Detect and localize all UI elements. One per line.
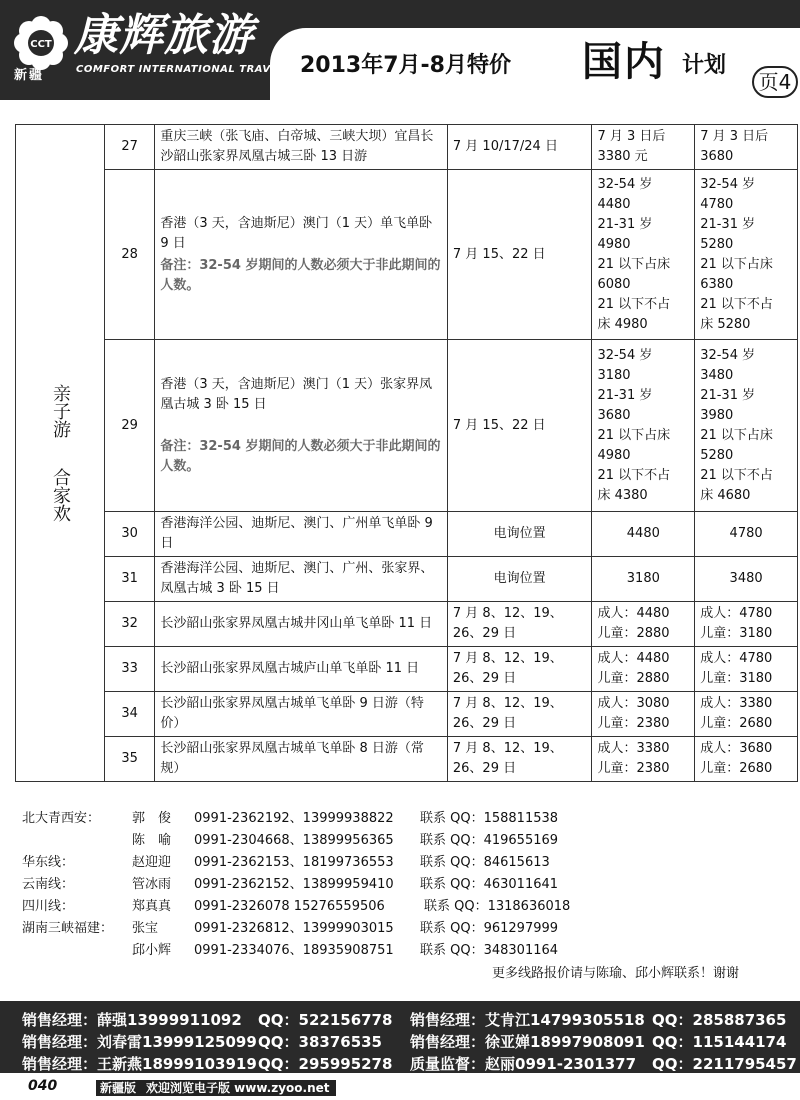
contact-qq: 联系 QQ：158811538 [420, 811, 559, 826]
price-line: 3980 [700, 407, 734, 423]
manager-entry: 销售经理：艾肯江14799305518 [410, 1011, 645, 1029]
row-number: 33 [105, 647, 155, 692]
contact-line: 北大青西安： [22, 811, 101, 826]
contact-line: 华东线： [22, 855, 75, 870]
route-cell: 长沙韶山张家界凤凰古城单飞单卧 8 日游（常规） [155, 737, 448, 782]
more-routes-note: 更多线路报价请与陈瑜、邱小辉联系！谢谢 [492, 966, 740, 981]
contact-row [22, 808, 782, 830]
price-line: 21-31 岁 [700, 216, 756, 232]
date-cell: 7 月 8、12、19、26、29 日 [447, 647, 592, 692]
manager-row [0, 1009, 800, 1031]
date-cell: 7 月 15、22 日 [447, 340, 592, 512]
price-line: 4980 [597, 236, 631, 252]
price-cell [695, 602, 798, 647]
route-cell: 香港海洋公园、迪斯尼、澳门、广州、张家界、凤凰古城 3 卧 15 日 [155, 557, 448, 602]
contact-row [22, 874, 782, 896]
row-number: 35 [105, 737, 155, 782]
manager-row [0, 1031, 800, 1053]
contact-phone: 0991-2362152、13899959410 [194, 877, 394, 892]
contact-name: 管冰雨 [132, 877, 172, 892]
contact-qq: 联系 QQ：84615613 [420, 855, 550, 870]
price-line: 21 以下不占 [597, 296, 671, 312]
route-cell: 长沙韶山张家界凤凰古城单飞单卧 9 日游（特价） [155, 692, 448, 737]
managers-band [0, 1001, 800, 1073]
price-line: 5280 [700, 447, 734, 463]
date-cell: 电询位置 [447, 512, 592, 557]
contact-qq: 联系 QQ：348301164 [420, 943, 559, 958]
manager-entry: 销售经理：王新燕18999103919 [22, 1055, 257, 1073]
contact-line: 云南线： [22, 877, 75, 892]
contact-line: 湖南三峡福建： [22, 921, 114, 936]
price-cell [592, 647, 695, 692]
page-footer [0, 1076, 800, 1100]
price-line: 5280 [700, 236, 734, 252]
manager-entry: 质量监督：赵丽0991-2301377 [410, 1055, 637, 1073]
contact-name: 郑真真 [132, 899, 172, 914]
contact-qq: 联系 QQ：1318636018 [424, 899, 571, 914]
row-number: 29 [105, 340, 155, 512]
logo-english-name: COMFORT INTERNATIONAL TRAVEL [76, 64, 285, 75]
price-line: 成人：4480 [597, 606, 670, 621]
price-line: 儿童：2380 [597, 716, 670, 731]
header-domestic: 国内 [582, 39, 666, 85]
price-line: 21 以下不占 [700, 467, 773, 483]
website-link[interactable]: 欢迎浏览电子版 www.zyoo.net [140, 1080, 336, 1096]
price-line: 成人：3080 [597, 696, 670, 711]
route-text: 香港（3 天，含迪斯尼）澳门（1 天）张家界凤凰古城 3 卧 15 日 [160, 376, 433, 412]
route-note: 备注：32-54 岁期间的人数必须大于非此期间的人数。 [160, 257, 441, 293]
price-line: 32-54 岁 [597, 176, 653, 192]
manager-qq: QQ：2211795457 [652, 1055, 797, 1073]
price-cell [592, 602, 695, 647]
table-row [16, 692, 798, 737]
contact-name: 赵迎迎 [132, 855, 172, 870]
header-dates: 2013年7月-8月特价 [300, 53, 511, 78]
category-cell [16, 125, 105, 782]
price-line: 21 以下占床 [700, 427, 773, 443]
route-text: 香港（3 天，含迪斯尼）澳门（1 天）单飞单卧 9 日 [160, 215, 433, 251]
contact-phone: 0991-2362192、13999938822 [194, 811, 394, 826]
header-plan: 计划 [682, 53, 727, 78]
price-line: 3680 [597, 407, 631, 423]
table-row [16, 170, 798, 340]
contact-name: 陈 喻 [132, 833, 172, 848]
manager-qq: QQ：285887365 [652, 1011, 787, 1029]
contact-phone: 0991-2326812、13999903015 [194, 921, 394, 936]
price-cell: 3180 [592, 557, 695, 602]
row-number: 30 [105, 512, 155, 557]
route-cell: 长沙韶山张家界凤凰古城庐山单飞单卧 11 日 [155, 647, 448, 692]
date-cell: 7 月 8、12、19、26、29 日 [447, 602, 592, 647]
price-line: 32-54 岁 [700, 176, 756, 192]
logo-badge-text: CCT [30, 39, 52, 50]
price-line: 4480 [597, 196, 631, 212]
table-row [16, 340, 798, 512]
price-line: 成人：3680 [700, 741, 773, 756]
price-line: 儿童：2880 [597, 626, 670, 641]
price-line: 床 4380 [597, 487, 648, 503]
manager-qq: QQ：522156778 [258, 1011, 393, 1029]
contact-list [22, 808, 782, 962]
price-line: 床 5280 [700, 316, 751, 332]
price-line: 成人：4780 [700, 651, 773, 666]
route-cell: 重庆三峡（张飞庙、白帝城、三峡大坝）宜昌长沙韶山张家界凤凰古城三卧 13 日游 [155, 125, 448, 170]
date-cell: 电询位置 [447, 557, 592, 602]
contact-row [22, 918, 782, 940]
category-label: 亲子游 [50, 384, 71, 438]
price-line: 儿童：2680 [700, 761, 773, 776]
manager-entry: 销售经理：徐亚婵18997908091 [410, 1033, 645, 1051]
table-row [16, 602, 798, 647]
table-row [16, 512, 798, 557]
price-line: 成人：3380 [700, 696, 773, 711]
price-cell [592, 170, 695, 340]
manager-entry: 销售经理：刘春雷13999125099 [22, 1033, 257, 1051]
contact-name: 郭 俊 [132, 811, 172, 826]
price-cell: 3480 [695, 557, 798, 602]
price-cell [695, 170, 798, 340]
contact-row [22, 830, 782, 852]
price-line: 床 4680 [700, 487, 751, 503]
price-line: 21 以下占床 [597, 256, 671, 272]
price-cell [695, 125, 798, 170]
date-cell: 7 月 8、12、19、26、29 日 [447, 692, 592, 737]
contact-line: 四川线： [22, 899, 75, 914]
price-cell [695, 340, 798, 512]
price-cell [592, 737, 695, 782]
page-badge: 页4 [752, 66, 798, 98]
price-cell [592, 692, 695, 737]
price-line: 3380 元 [597, 149, 648, 164]
route-note: 备注：32-54 岁期间的人数必须大于非此期间的人数。 [160, 438, 441, 474]
price-line: 32-54 岁 [597, 347, 653, 363]
price-cell: 4780 [695, 512, 798, 557]
price-cell [695, 692, 798, 737]
logo-name: 康辉旅游 [74, 10, 254, 61]
price-line: 成人：4480 [597, 651, 670, 666]
price-line: 21 以下不占 [597, 467, 671, 483]
price-line: 3680 [700, 149, 734, 164]
page-header [0, 0, 800, 100]
price-line: 成人：3380 [597, 741, 670, 756]
route-cell: 长沙韶山张家界凤凰古城井冈山单飞单卧 11 日 [155, 602, 448, 647]
price-line: 成人：4780 [700, 606, 773, 621]
contact-name: 邱小辉 [132, 943, 172, 958]
price-cell [592, 125, 695, 170]
price-line: 7 月 3 日后 [597, 129, 666, 144]
price-table [15, 124, 798, 782]
manager-qq: QQ：115144174 [652, 1033, 787, 1051]
price-line: 21-31 岁 [597, 216, 653, 232]
manager-entry: 销售经理：薛强13999911092 [22, 1011, 242, 1029]
price-line: 3180 [597, 367, 631, 383]
contact-row [22, 896, 782, 918]
route-cell [155, 340, 448, 512]
price-line: 儿童：3180 [700, 671, 773, 686]
row-number: 31 [105, 557, 155, 602]
contact-name: 张宝 [132, 921, 159, 936]
price-line: 21-31 岁 [597, 387, 653, 403]
price-line: 21 以下占床 [700, 256, 773, 272]
date-cell: 7 月 15、22 日 [447, 170, 592, 340]
contact-row [22, 940, 782, 962]
price-line: 7 月 3 日后 [700, 129, 769, 144]
manager-row [0, 1053, 800, 1075]
contact-phone: 0991-2304668、13899956365 [194, 833, 394, 848]
price-line: 32-54 岁 [700, 347, 756, 363]
price-line: 儿童：2880 [597, 671, 670, 686]
contact-qq: 联系 QQ：419655169 [420, 833, 559, 848]
date-cell: 7 月 10/17/24 日 [447, 125, 592, 170]
price-line: 4980 [597, 447, 631, 463]
contact-phone: 0991-2334076、18935908751 [194, 943, 394, 958]
price-line: 3480 [700, 367, 734, 383]
manager-qq: QQ：295995278 [258, 1055, 393, 1073]
route-cell [155, 170, 448, 340]
row-number: 34 [105, 692, 155, 737]
row-number: 32 [105, 602, 155, 647]
price-cell [695, 737, 798, 782]
date-cell: 7 月 8、12、19、26、29 日 [447, 737, 592, 782]
contact-row [22, 852, 782, 874]
row-number: 27 [105, 125, 155, 170]
price-line: 21 以下不占 [700, 296, 773, 312]
price-line: 床 4980 [597, 316, 648, 332]
contact-qq: 联系 QQ：463011641 [420, 877, 559, 892]
price-line: 4780 [700, 196, 734, 212]
logo-region: 新疆 [14, 68, 45, 83]
route-cell: 香港海洋公园、迪斯尼、澳门、广州单飞单卧 9 日 [155, 512, 448, 557]
price-line: 6380 [700, 276, 734, 292]
row-number: 28 [105, 170, 155, 340]
table-row [16, 125, 798, 170]
table-row [16, 557, 798, 602]
price-line: 儿童：3180 [700, 626, 773, 641]
page-number: 040 [28, 1078, 58, 1094]
price-cell [695, 647, 798, 692]
price-cell: 4480 [592, 512, 695, 557]
contact-phone: 0991-2362153、18199736553 [194, 855, 394, 870]
price-line: 6080 [597, 276, 631, 292]
table-row [16, 737, 798, 782]
manager-qq: QQ：38376535 [258, 1033, 382, 1051]
price-line: 儿童：2380 [597, 761, 670, 776]
table-row [16, 647, 798, 692]
price-cell [592, 340, 695, 512]
price-line: 21 以下占床 [597, 427, 671, 443]
contact-qq: 联系 QQ：961297999 [420, 921, 559, 936]
category-label: 合家欢 [50, 468, 71, 522]
edition-label: 新疆版 [96, 1080, 140, 1096]
price-line: 儿童：2680 [700, 716, 773, 731]
contact-phone: 0991-2326078 15276559506 [194, 899, 385, 914]
price-line: 21-31 岁 [700, 387, 756, 403]
